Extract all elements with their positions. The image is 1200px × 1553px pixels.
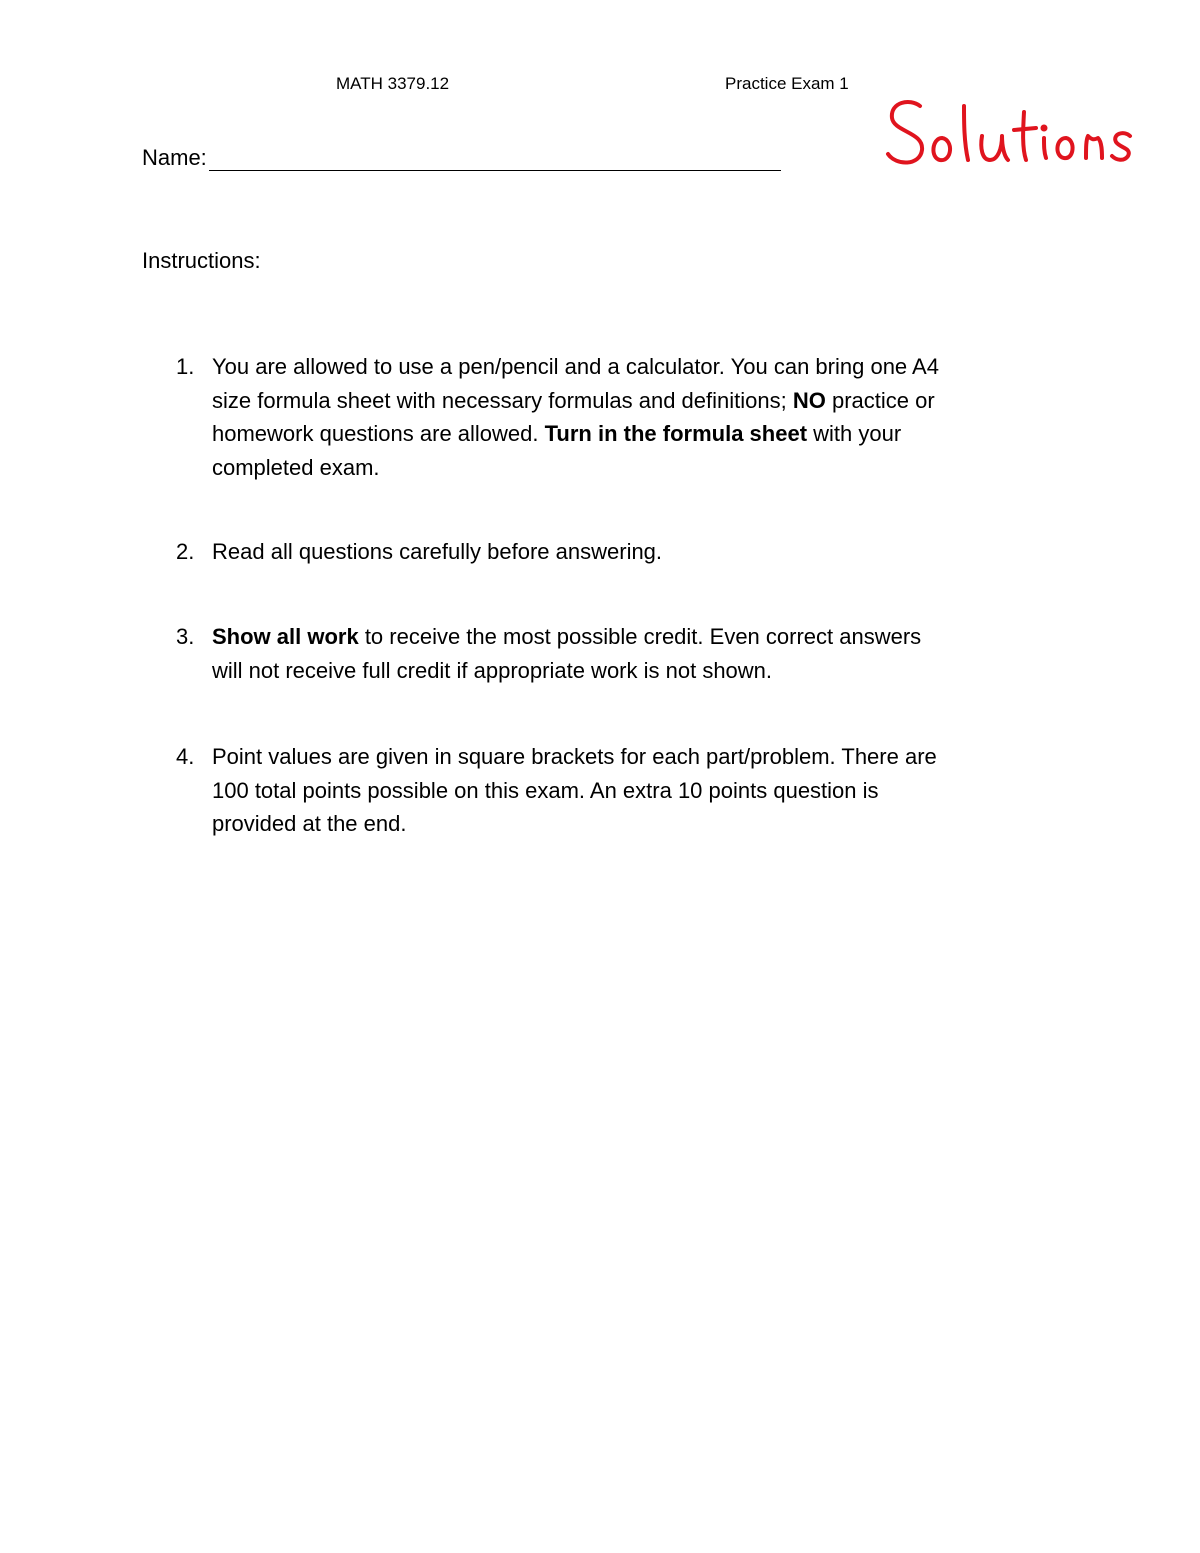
text-run: Point values are given in square brackets for each part/problem. There are [212,744,937,769]
list-item-line [212,654,1062,688]
list-item-line [212,807,1062,841]
list-item-line [212,384,1062,418]
name-label: Name: [142,145,207,170]
text-run: provided at the end. [212,811,407,837]
list-item-line [212,451,1062,485]
name-blank-line[interactable] [209,144,781,171]
emphasis-text: NO [792,387,826,413]
list-item-line [212,350,1062,384]
list-item-number: 2. [176,539,195,564]
course-code: MATH 3379.12 [336,74,450,93]
text-run: with your [807,421,902,447]
list-item-number: 1. [176,354,195,379]
text-run: practice or [825,387,935,413]
list-item-number: 4. [176,744,195,769]
text-run: size formula sheet with necessary formulas and definitions; [212,387,793,413]
text-run: You are allowed to use a pen/pencil and a calculator. You can bring one A4 [212,354,939,379]
text-run: 100 total points possible on this exam. An extra 10 points question is [212,777,879,803]
list-item-line [212,417,1062,451]
list-item-line [212,535,1062,569]
list-item-text [212,350,1062,484]
handwritten-solutions-annotation [880,92,1140,182]
emphasis-text: Turn in the formula sheet [544,421,808,447]
list-item-line [212,774,1062,808]
list-item-text [212,620,1062,687]
list-item-text [212,535,1062,569]
instructions-heading: Instructions: [142,248,261,273]
emphasis-text: Show all work [212,624,359,649]
text-run: will not receive full credit if appropriate work is not shown. [212,657,773,683]
text-run: to receive the most possible credit. Even correct answers [358,624,922,649]
list-item-line [212,620,1062,654]
exam-title: Practice Exam 1 [725,74,849,93]
list-item-line [212,740,1062,774]
text-run: Read all questions carefully before answering. [212,539,663,564]
name-field-row[interactable] [142,144,781,171]
list-item-text [212,740,1062,841]
text-run: completed exam. [212,454,380,480]
text-run: homework questions are allowed. [212,421,545,447]
list-item-number: 3. [176,624,195,649]
